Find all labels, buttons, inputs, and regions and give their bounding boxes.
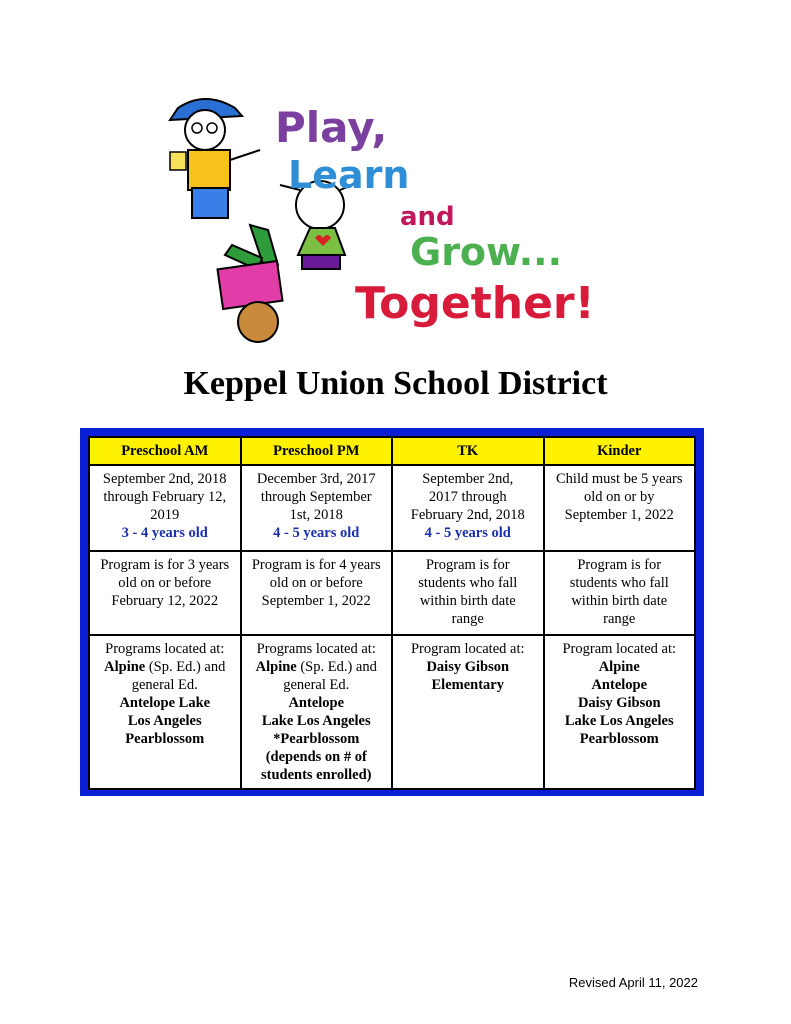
cell-line: old on or before	[269, 575, 363, 591]
location-name: Antelope Lake	[119, 695, 211, 711]
table-cell	[241, 465, 393, 551]
cell-line: through February 12,	[103, 489, 227, 505]
cell-line: December 3rd, 2017	[256, 471, 376, 487]
column-header: TK	[392, 437, 544, 465]
table-cell	[89, 551, 241, 635]
cell-line: Program located at:	[410, 641, 525, 657]
column-header: Preschool PM	[241, 437, 393, 465]
location-name: Alpine	[255, 659, 297, 675]
location-note: students enrolled)	[260, 767, 372, 783]
logo-word-together: Together!	[355, 278, 595, 329]
programs-table-frame	[80, 428, 704, 796]
cell-line: February 12, 2022	[111, 593, 219, 609]
table-cell	[241, 551, 393, 635]
table-row-dates	[89, 465, 695, 551]
age-range: 4 - 5 years old	[424, 525, 511, 541]
location-name: Daisy Gibson	[426, 659, 510, 675]
table-cell	[544, 635, 696, 789]
location-note: (Sp. Ed.) and	[296, 659, 377, 675]
cell-line: February 2nd, 2018	[410, 507, 525, 523]
cell-line: within birth date	[571, 593, 668, 609]
location-note: (depends on # of	[265, 749, 367, 765]
cell-line: Child must be 5 years	[556, 471, 683, 487]
table-row-locations	[89, 635, 695, 789]
cell-line: 1st, 2018	[289, 507, 343, 523]
table-cell	[544, 551, 696, 635]
age-range: 4 - 5 years old	[273, 525, 360, 541]
cell-line: September 1, 2022	[564, 507, 674, 523]
logo-word-play: Play,	[275, 103, 388, 152]
table-cell	[89, 465, 241, 551]
tumbling-child-illustration	[218, 225, 283, 342]
location-name: Pearblossom	[579, 731, 659, 747]
logo-word-learn: Learn	[288, 153, 410, 197]
cell-line: September 1, 2022	[261, 593, 371, 609]
programs-table	[88, 436, 696, 790]
table-cell	[89, 635, 241, 789]
cell-line: Program is for	[577, 557, 662, 573]
cell-line: Program is for 4 years	[251, 557, 381, 573]
location-name: Elementary	[431, 677, 504, 693]
location-note: (Sp. Ed.) and	[145, 659, 226, 675]
page-title: Keppel Union School District	[183, 365, 608, 402]
cell-line: 2017 through	[428, 489, 507, 505]
location-name: Lake Los Angeles	[564, 713, 674, 729]
cell-line: 2019	[150, 507, 180, 523]
table-cell	[392, 551, 544, 635]
cell-line: September 2nd, 2018	[102, 471, 227, 487]
cell-line: through September	[260, 489, 372, 505]
table-cell	[241, 635, 393, 789]
boy-figure-illustration	[170, 99, 260, 218]
table-row-eligibility	[89, 551, 695, 635]
cell-line: general Ed.	[131, 677, 198, 693]
cell-line: September 2nd,	[422, 471, 514, 487]
revision-date: Revised April 11, 2022	[568, 975, 698, 990]
cell-line: students who fall	[418, 575, 518, 591]
column-header: Preschool AM	[89, 437, 241, 465]
location-name: Los Angeles	[127, 713, 202, 729]
location-name: Pearblossom	[125, 731, 205, 747]
cell-line	[93, 658, 237, 676]
cell-line: old on or before	[118, 575, 212, 591]
cell-line: Program is for	[425, 557, 510, 573]
location-name: Daisy Gibson	[577, 695, 661, 711]
age-range: 3 - 4 years old	[121, 525, 208, 541]
cell-line: Program is for 3 years	[100, 557, 230, 573]
cell-line: within birth date	[419, 593, 516, 609]
cell-line: Programs located at:	[256, 641, 376, 657]
column-header: Kinder	[544, 437, 696, 465]
location-name: Antelope	[288, 695, 345, 711]
cell-line: general Ed.	[283, 677, 350, 693]
table-cell	[392, 465, 544, 551]
table-header-row	[89, 437, 695, 465]
cell-line	[245, 658, 389, 676]
location-name: Alpine	[598, 659, 640, 675]
logo-word-grow: Grow...	[410, 230, 563, 274]
cell-line: students who fall	[569, 575, 669, 591]
cell-line: range	[603, 611, 636, 627]
table-cell	[544, 465, 696, 551]
cell-line: Programs located at:	[105, 641, 225, 657]
location-name: Alpine	[104, 659, 146, 675]
location-name: *Pearblossom	[273, 731, 360, 747]
play-learn-grow-logo	[150, 90, 640, 345]
location-name: Lake Los Angeles	[261, 713, 371, 729]
table-cell	[392, 635, 544, 789]
cell-line: range	[451, 611, 484, 627]
logo-word-and: and	[400, 202, 455, 232]
location-name: Antelope	[591, 677, 648, 693]
cell-line: old on or by	[584, 489, 655, 505]
cell-line: Program located at:	[562, 641, 677, 657]
